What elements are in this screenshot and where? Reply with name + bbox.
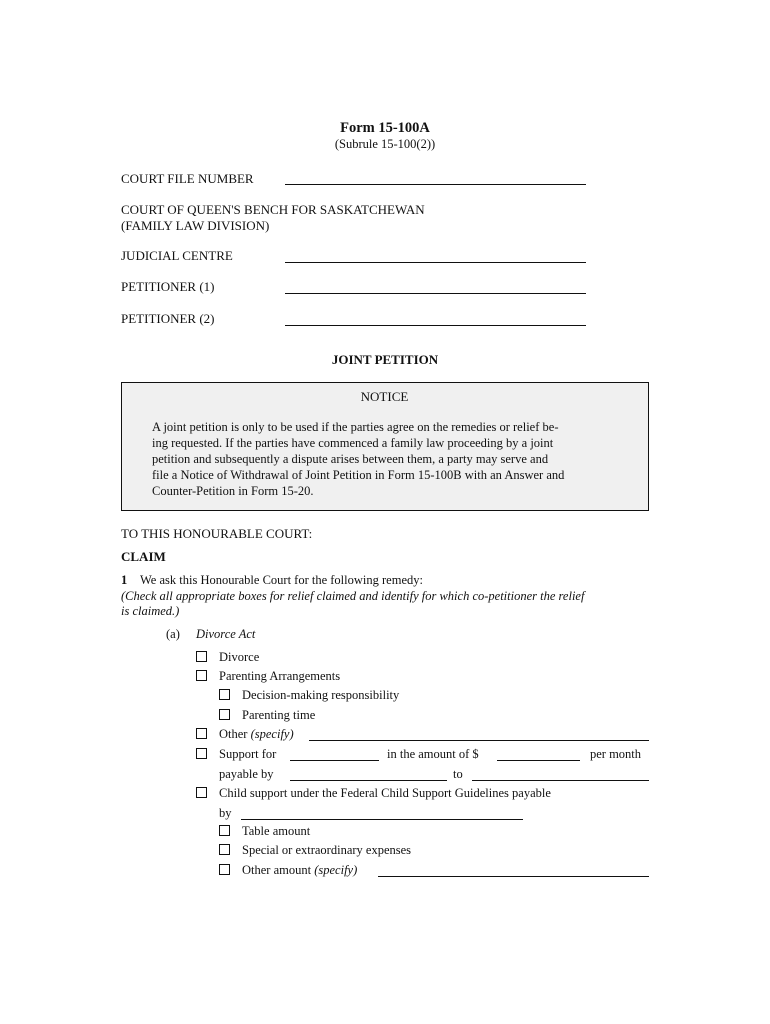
other-amount-label [242, 863, 357, 878]
decision-making-label: Decision-making responsibility [242, 688, 400, 702]
judicial-centre-label: JUDICIAL CENTRE [121, 248, 233, 263]
table-amount-label: Table amount [242, 824, 311, 838]
parenting-time-checkbox[interactable] [219, 709, 230, 720]
petitioner1-label: PETITIONER (1) [121, 279, 215, 294]
amount-field[interactable] [497, 760, 580, 761]
claim-text: We ask this Honourable Court for the following remedy: [140, 573, 423, 587]
notice-heading: NOTICE [360, 389, 409, 404]
table-amount-checkbox[interactable] [219, 825, 230, 836]
other-specify: (specify) [250, 727, 294, 741]
notice-line-2: ing requested. If the parties have commenced a family law proceeding by a joint [152, 436, 554, 450]
court-name-line1: COURT OF QUEEN'S BENCH FOR SASKATCHEWAN [121, 202, 425, 217]
other-text: Other [219, 727, 248, 741]
child-support-label: Child support under the Federal Child Support Guidelines payable [219, 786, 551, 800]
child-support-by-field[interactable] [241, 819, 523, 820]
support-for-field[interactable] [290, 760, 379, 761]
court-file-number-label: COURT FILE NUMBER [121, 171, 254, 186]
notice-box [121, 382, 649, 511]
other-amount-checkbox[interactable] [219, 864, 230, 875]
claim-instruction-line2: is claimed.) [121, 604, 180, 618]
section-a-title: Divorce Act [196, 627, 256, 641]
notice-line-4: file a Notice of Withdrawal of Joint Petition in Form 15-100B with an Answer and [152, 468, 565, 482]
other-specify-field[interactable] [309, 740, 649, 741]
decision-making-checkbox[interactable] [219, 689, 230, 700]
parenting-time-label: Parenting time [242, 708, 316, 722]
divorce-checkbox[interactable] [196, 651, 207, 662]
court-name-line2: (FAMILY LAW DIVISION) [121, 218, 270, 233]
claim-instruction-line1: (Check all appropriate boxes for relief claimed and identify for which co-petitioner the relief [121, 589, 585, 603]
special-expenses-checkbox[interactable] [219, 844, 230, 855]
notice-line-3: petition and subsequently a dispute arises between them, a party may serve and [152, 452, 549, 466]
claim-number: 1 [121, 573, 128, 587]
joint-petition-heading: JOINT PETITION [331, 352, 439, 367]
payable-by-field[interactable] [290, 780, 447, 781]
other-checkbox[interactable] [196, 728, 207, 739]
judicial-centre-field[interactable] [285, 262, 586, 263]
other-label [219, 727, 294, 742]
section-a-letter: (a) [166, 627, 180, 641]
petitioner1-field[interactable] [285, 293, 586, 294]
special-expenses-label: Special or extraordinary expenses [242, 843, 412, 857]
petitioner2-field[interactable] [285, 325, 586, 326]
court-file-number-field[interactable] [285, 184, 586, 185]
payable-to-field[interactable] [472, 780, 649, 781]
support-checkbox[interactable] [196, 748, 207, 759]
other-amount-field[interactable] [378, 876, 649, 877]
petitioner2-label: PETITIONER (2) [121, 311, 215, 326]
divorce-label: Divorce [219, 650, 260, 664]
form-title: Form 15-100A [340, 120, 430, 136]
claim-heading: CLAIM [121, 549, 166, 564]
child-support-by-label: by [219, 806, 232, 820]
child-support-checkbox[interactable] [196, 787, 207, 798]
per-month-label: per month [590, 747, 642, 761]
other-amount-specify: (specify) [314, 863, 358, 877]
to-label: to [453, 767, 463, 781]
to-court-heading: TO THIS HONOURABLE COURT: [121, 526, 313, 541]
notice-line-5: Counter-Petition in Form 15-20. [152, 484, 314, 498]
support-for-label: Support for [219, 747, 277, 761]
in-amount-label: in the amount of $ [387, 747, 479, 761]
parenting-checkbox[interactable] [196, 670, 207, 681]
payable-by-label: payable by [219, 767, 274, 781]
parenting-label: Parenting Arrangements [219, 669, 341, 683]
subrule-reference: (Subrule 15-100(2)) [334, 137, 436, 151]
notice-line-1: A joint petition is only to be used if the parties agree on the remedies or relief be- [152, 420, 559, 434]
other-amount-text: Other amount [242, 863, 312, 877]
